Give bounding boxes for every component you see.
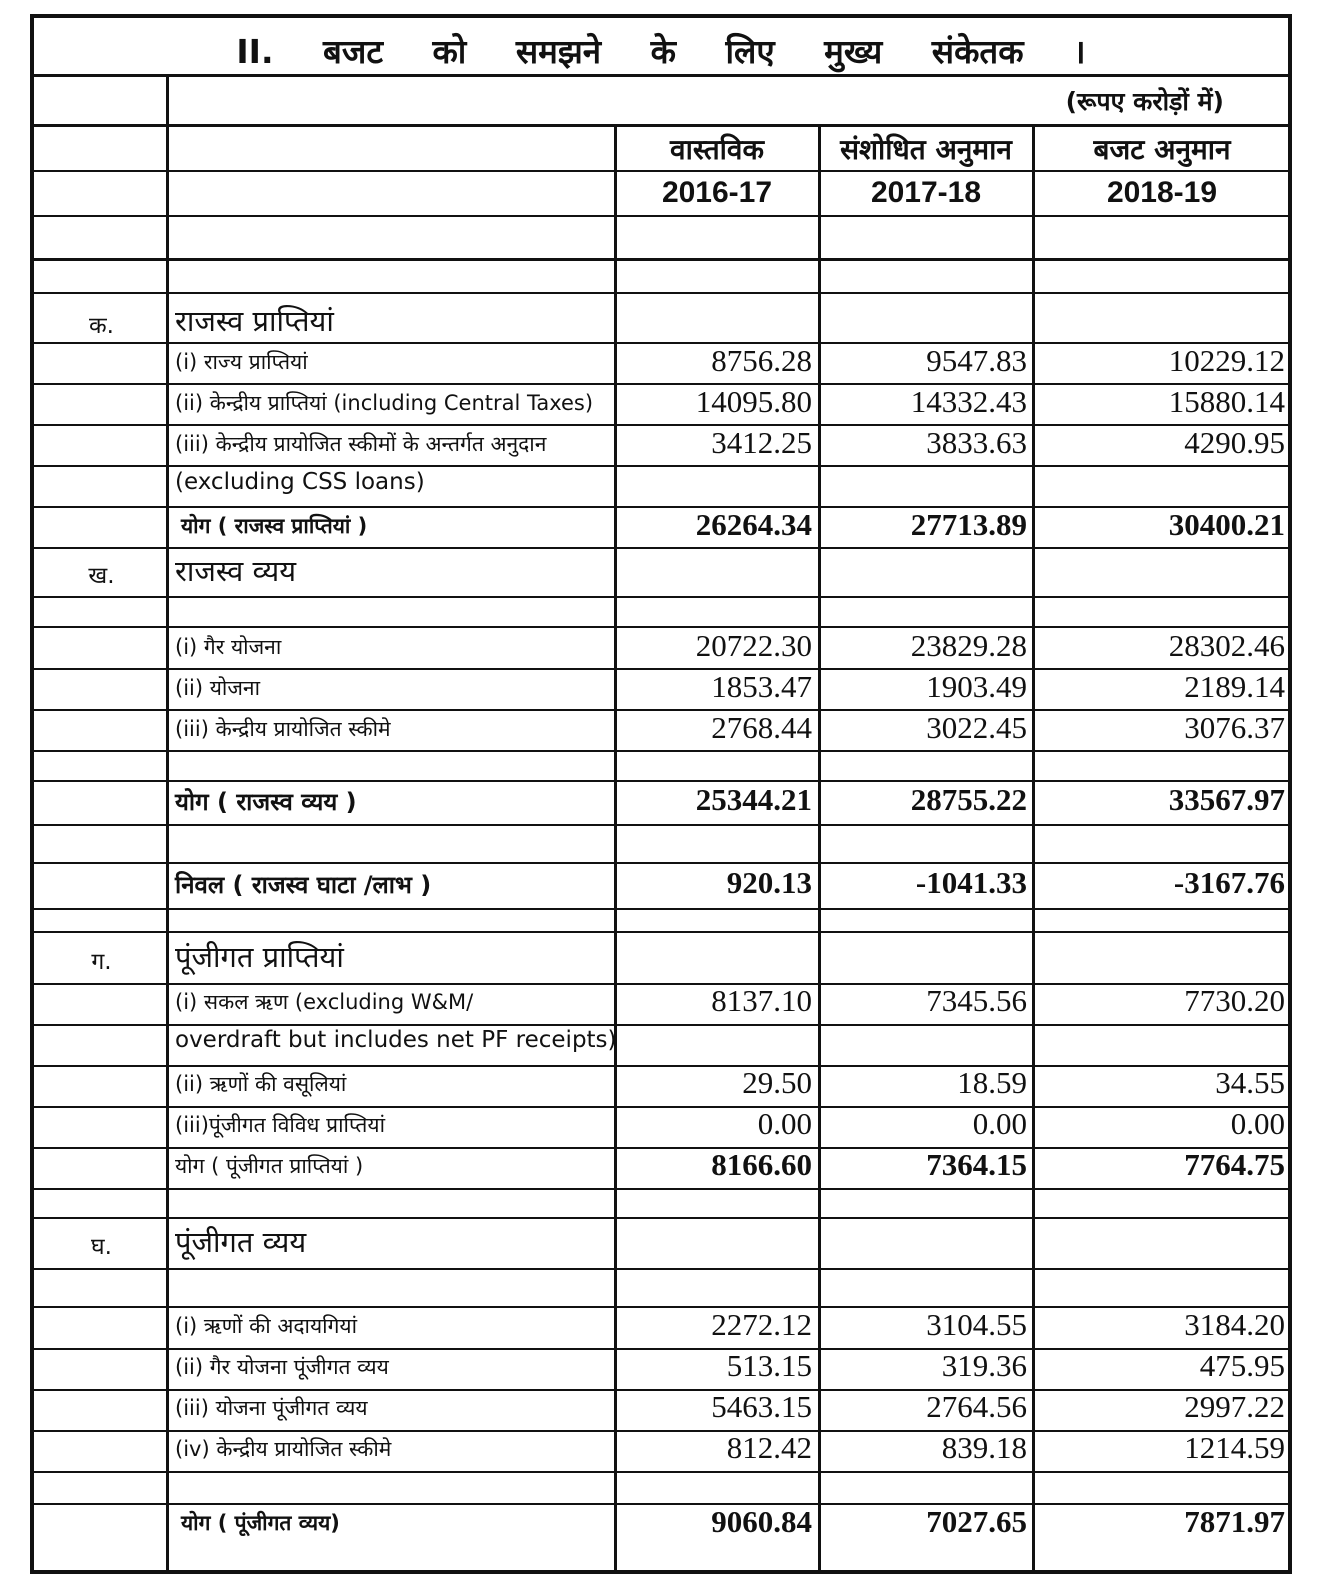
row-label: (ii) योजना <box>175 675 261 700</box>
grid-line <box>34 124 1288 127</box>
grid-line <box>34 74 1288 77</box>
value-cell: 28755.22 <box>910 782 1027 817</box>
row-label: (ii) ऋणों की वसूलियां <box>175 1071 347 1096</box>
grid-line <box>34 292 1288 294</box>
value-cell: 3022.45 <box>926 710 1027 745</box>
value-cell: 28302.46 <box>1168 628 1285 663</box>
value-cell: 0.00 <box>972 1106 1027 1141</box>
value-cell: 25344.21 <box>695 782 812 817</box>
grid-line <box>34 1188 1288 1190</box>
row-label: योग ( पूंजीगत व्यय) <box>181 1510 340 1535</box>
row-label: राजस्व व्यय <box>175 554 297 589</box>
grid-line <box>34 750 1288 752</box>
section-marker: ग. <box>91 949 112 975</box>
value-cell: 3184.20 <box>1184 1307 1285 1342</box>
grid-line <box>34 215 1288 217</box>
value-cell: 3412.25 <box>711 425 812 460</box>
value-cell: 14095.80 <box>695 384 812 419</box>
value-cell: 1214.59 <box>1184 1430 1285 1465</box>
grid-line <box>34 170 1288 172</box>
value-cell: 9547.83 <box>926 343 1027 378</box>
grid-line <box>34 1268 1288 1270</box>
value-cell: 7364.15 <box>926 1147 1027 1182</box>
row-label: योग ( राजस्व व्यय ) <box>175 787 357 816</box>
value-cell: 1903.49 <box>926 669 1027 704</box>
grid-line <box>34 862 1288 864</box>
value-cell: 23829.28 <box>910 628 1027 663</box>
section-marker: ख. <box>88 563 115 589</box>
value-cell: 9060.84 <box>711 1504 812 1539</box>
value-cell: 8137.10 <box>711 983 812 1018</box>
column-header-label: संशोधित अनुमान <box>840 133 1012 166</box>
row-label: (iii)पूंजीगत विविध प्राप्तियां <box>175 1112 386 1137</box>
row-label: (iii) केन्द्रीय प्रायोजित स्कीमे <box>175 716 391 741</box>
value-cell: 27713.89 <box>910 507 1027 542</box>
value-cell: 2768.44 <box>711 710 812 745</box>
value-cell: 0.00 <box>757 1106 812 1141</box>
row-label: राजस्व प्राप्तियां <box>175 304 334 339</box>
grid-line <box>34 1024 1288 1026</box>
value-cell: 15880.14 <box>1168 384 1285 419</box>
unit-note: (रूपए करोड़ों में) <box>1065 87 1224 116</box>
value-cell: 8756.28 <box>711 343 812 378</box>
row-label: (i) गैर योजना <box>175 634 282 659</box>
value-cell: 2189.14 <box>1184 669 1285 704</box>
value-cell: 3076.37 <box>1184 710 1285 745</box>
row-label: (iv) केन्द्रीय प्रायोजित स्कीमे <box>175 1436 392 1461</box>
row-label: (iii) केन्द्रीय प्रायोजित स्कीमों के अन्तर्गत अनुदान <box>175 431 547 456</box>
value-cell: 7764.75 <box>1184 1147 1285 1182</box>
column-divider <box>166 74 169 1574</box>
value-cell: 839.18 <box>941 1430 1027 1465</box>
value-cell: 10229.12 <box>1168 343 1285 378</box>
row-label: (iii) योजना पूंजीगत व्यय <box>175 1395 368 1420</box>
value-cell: 7871.97 <box>1184 1504 1285 1539</box>
section-marker: घ. <box>91 1234 112 1260</box>
column-divider <box>818 124 821 1574</box>
value-cell: -1041.33 <box>915 865 1027 900</box>
value-cell: 3104.55 <box>926 1307 1027 1342</box>
value-cell: 2997.22 <box>1184 1389 1285 1424</box>
row-label: योग ( पूंजीगत प्राप्तियां ) <box>175 1153 364 1178</box>
grid-line <box>34 908 1288 910</box>
row-label: (ii) गैर योजना पूंजीगत व्यय <box>175 1354 389 1379</box>
column-divider <box>1032 124 1035 1574</box>
value-cell: 3833.63 <box>926 425 1027 460</box>
value-cell: 29.50 <box>742 1065 812 1100</box>
row-label: (ii) केन्द्रीय प्राप्तियां (including Central Taxes) <box>175 390 594 415</box>
value-cell: -3167.76 <box>1173 865 1285 900</box>
row-label: (i) सकल ऋण (excluding W&M/ <box>175 989 474 1014</box>
column-header-year: 2016-17 <box>661 176 773 209</box>
value-cell: 513.15 <box>726 1348 812 1383</box>
grid-line <box>34 547 1288 549</box>
value-cell: 20722.30 <box>695 628 812 663</box>
row-label: पूंजीगत प्राप्तियां <box>175 940 344 975</box>
value-cell: 1853.47 <box>711 669 812 704</box>
value-cell: 812.42 <box>726 1430 812 1465</box>
grid-line <box>34 258 1288 261</box>
value-cell: 475.95 <box>1199 1348 1285 1383</box>
column-header-label: वास्तविक <box>670 133 764 166</box>
value-cell: 7027.65 <box>926 1504 1027 1539</box>
row-label: overdraft but includes net PF receipts) <box>175 1027 617 1054</box>
grid-line <box>34 931 1288 933</box>
row-label: निवल ( राजस्व घाटा /लाभ ) <box>175 870 432 899</box>
value-cell: 4290.95 <box>1184 425 1285 460</box>
value-cell: 920.13 <box>726 865 812 900</box>
grid-line <box>34 596 1288 598</box>
value-cell: 2764.56 <box>926 1389 1027 1424</box>
grid-line <box>34 465 1288 467</box>
grid-line <box>34 1217 1288 1219</box>
value-cell: 2272.12 <box>711 1307 812 1342</box>
value-cell: 34.55 <box>1215 1065 1285 1100</box>
grid-line <box>34 824 1288 826</box>
value-cell: 18.59 <box>957 1065 1027 1100</box>
row-label: (i) ऋणों की अदायगियां <box>175 1313 358 1338</box>
section-marker: क. <box>89 313 114 339</box>
value-cell: 5463.15 <box>711 1389 812 1424</box>
value-cell: 14332.43 <box>910 384 1027 419</box>
value-cell: 26264.34 <box>695 507 812 542</box>
row-label: (excluding CSS loans) <box>175 469 425 496</box>
column-header-label: बजट अनुमान <box>1093 133 1231 166</box>
column-divider <box>614 124 617 1574</box>
value-cell: 7345.56 <box>926 983 1027 1018</box>
budget-indicators-table <box>30 14 1292 1574</box>
value-cell: 7730.20 <box>1184 983 1285 1018</box>
column-divider <box>1288 74 1291 258</box>
column-header-year: 2018-19 <box>1106 176 1218 209</box>
row-label: योग ( राजस्व प्राप्तियां ) <box>181 513 368 538</box>
value-cell: 0.00 <box>1230 1106 1285 1141</box>
value-cell: 319.36 <box>941 1348 1027 1383</box>
row-label: पूंजीगत व्यय <box>175 1225 307 1260</box>
value-cell: 8166.60 <box>711 1147 812 1182</box>
value-cell: 33567.97 <box>1168 782 1285 817</box>
table-title: II. बजट को समझने के लिए मुख्य संकेतक । <box>236 32 1086 71</box>
column-header-year: 2017-18 <box>870 176 982 209</box>
grid-line <box>34 1471 1288 1473</box>
row-label: (i) राज्य प्राप्तियां <box>175 349 308 374</box>
value-cell: 30400.21 <box>1168 507 1285 542</box>
